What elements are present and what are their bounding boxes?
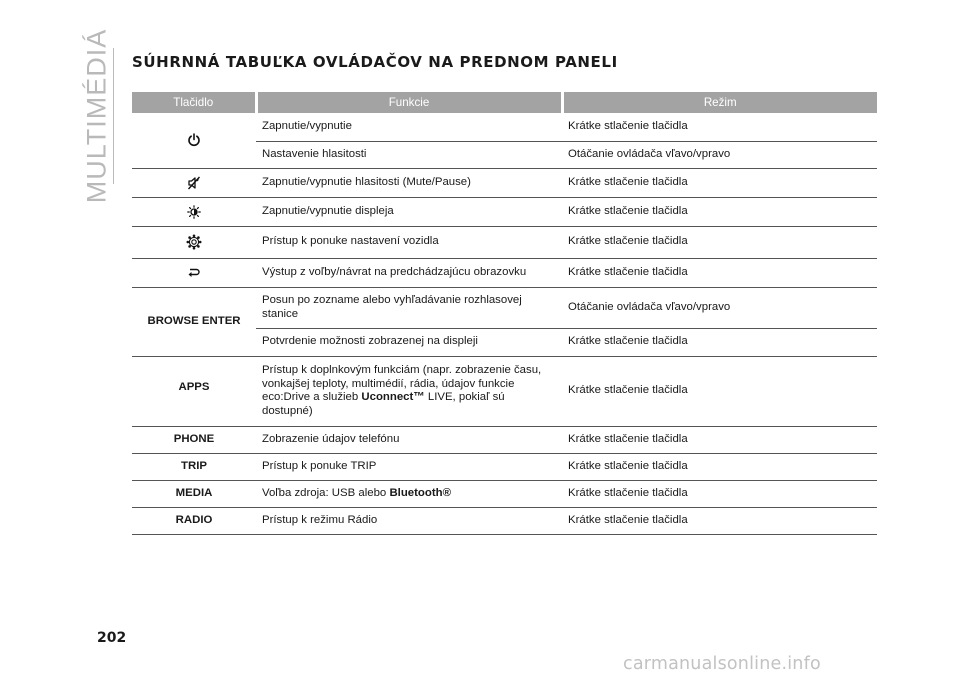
mode-cell: Krátke stlačenie tlačidla <box>562 113 877 141</box>
function-cell: Nastavenie hlasitosti <box>256 141 562 168</box>
bluetooth-brand: Bluetooth® <box>389 486 451 499</box>
settings-icon <box>186 234 202 250</box>
trip-button-cell: TRIP <box>132 453 256 480</box>
back-icon <box>187 267 201 279</box>
watermark: carmanualsonline.info <box>623 654 821 674</box>
mute-icon <box>187 176 201 190</box>
header-mode: Režim <box>562 92 877 113</box>
header-functions: Funkcie <box>256 92 562 113</box>
display-button-cell <box>132 197 256 226</box>
function-text: Prístup k doplnkovým funkciám (napr. zobrazenie času, vonkajšej teploty, multimédií, rádia, údajov funkcie eco:Drive a služieb <box>262 364 542 403</box>
mode-cell: Krátke stlačenie tlačidla <box>562 356 877 426</box>
mute-button-cell <box>132 168 256 197</box>
table-row <box>132 168 877 197</box>
table-row <box>132 426 877 453</box>
mode-cell: Krátke stlačenie tlačidla <box>562 328 877 356</box>
function-cell: Prístup k ponuke nastavení vozidla <box>256 226 562 258</box>
table-row <box>132 287 877 328</box>
power-icon <box>187 133 201 147</box>
table-header-row <box>132 92 877 113</box>
page-title: SÚHRNNÁ TABUĽKA OVLÁDAČOV NA PREDNOM PANELI <box>132 53 618 71</box>
function-cell: Prístup k ponuke TRIP <box>256 453 562 480</box>
back-button-cell <box>132 258 256 287</box>
apps-button-cell: APPS <box>132 356 256 426</box>
mode-cell: Krátke stlačenie tlačidla <box>562 480 877 507</box>
function-cell <box>256 356 562 426</box>
table-row <box>132 480 877 507</box>
mode-cell: Krátke stlačenie tlačidla <box>562 426 877 453</box>
power-button-cell <box>132 113 256 168</box>
function-text: LIVE, pokiaľ sú dostupné) <box>262 391 505 417</box>
function-cell: Prístup k režimu Rádio <box>256 507 562 534</box>
section-label-text: MULTIMÉDIÁ <box>81 28 112 204</box>
function-cell: Zapnutie/vypnutie hlasitosti (Mute/Pause) <box>256 168 562 197</box>
function-cell <box>256 480 562 507</box>
header-button: Tlačidlo <box>132 92 256 113</box>
controls-summary-table <box>132 92 877 535</box>
function-cell: Zobrazenie údajov telefónu <box>256 426 562 453</box>
table-row <box>132 113 877 141</box>
display-icon <box>187 205 201 219</box>
page-number: 202 <box>97 630 127 646</box>
mode-cell: Otáčanie ovládača vľavo/vpravo <box>562 141 877 168</box>
table-row <box>132 197 877 226</box>
mode-cell: Krátke stlačenie tlačidla <box>562 226 877 258</box>
mode-cell: Krátke stlačenie tlačidla <box>562 168 877 197</box>
mode-cell: Krátke stlačenie tlačidla <box>562 507 877 534</box>
mode-cell: Otáčanie ovládača vľavo/vpravo <box>562 287 877 328</box>
browse-enter-button-cell: BROWSE ENTER <box>132 287 256 356</box>
phone-button-cell: PHONE <box>132 426 256 453</box>
function-cell: Posun po zozname alebo vyhľadávanie rozhlasovej stanice <box>256 287 562 328</box>
function-cell: Zapnutie/vypnutie <box>256 113 562 141</box>
table-row <box>132 226 877 258</box>
function-text: Voľba zdroja: USB alebo <box>262 486 390 499</box>
table-row <box>132 453 877 480</box>
function-cell: Potvrdenie možnosti zobrazenej na displeji <box>256 328 562 356</box>
side-divider <box>113 48 114 184</box>
section-side-label <box>81 28 112 204</box>
settings-button-cell <box>132 226 256 258</box>
mode-cell: Krátke stlačenie tlačidla <box>562 197 877 226</box>
media-button-cell: MEDIA <box>132 480 256 507</box>
mode-cell: Krátke stlačenie tlačidla <box>562 453 877 480</box>
function-cell: Výstup z voľby/návrat na predchádzajúcu obrazovku <box>256 258 562 287</box>
table-row <box>132 356 877 426</box>
function-cell: Zapnutie/vypnutie displeja <box>256 197 562 226</box>
mode-cell: Krátke stlačenie tlačidla <box>562 258 877 287</box>
table-row <box>132 507 877 534</box>
radio-button-cell: RADIO <box>132 507 256 534</box>
table-row <box>132 258 877 287</box>
uconnect-brand: Uconnect™ <box>361 391 425 403</box>
